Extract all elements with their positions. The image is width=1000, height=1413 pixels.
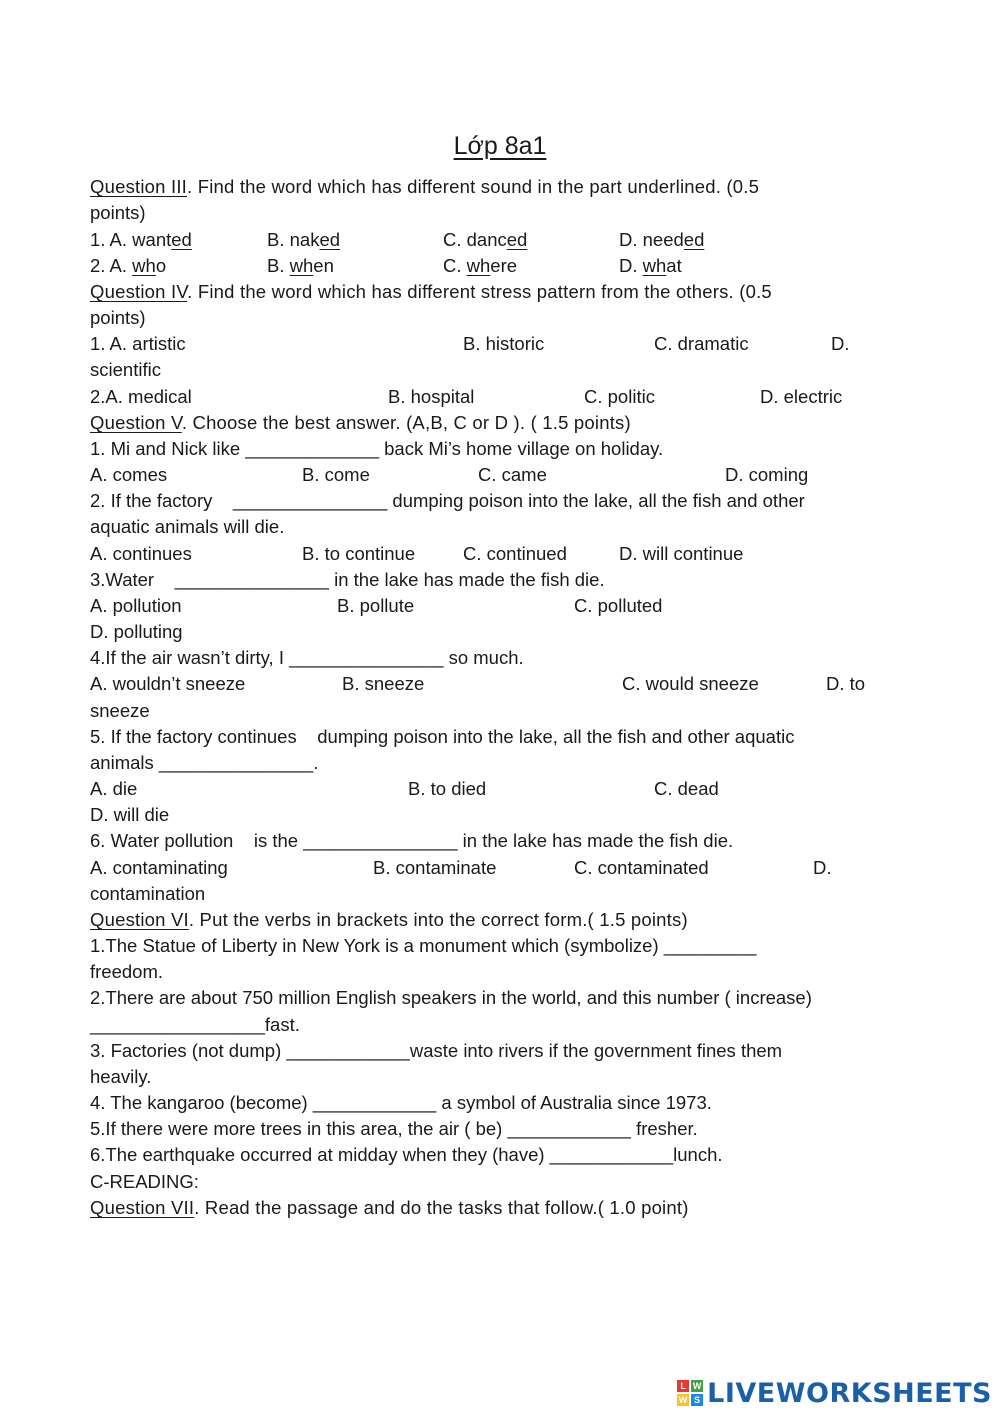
question-4-heading — [90, 279, 772, 305]
q5-item-3-option-c: C. polluted — [574, 595, 663, 616]
q5-item-2-cont: aquatic animals will die. — [90, 516, 285, 537]
q5-item-2-option-c: C. continued — [463, 543, 567, 564]
q5-item-6: 6. Water pollution is the _______________ in the lake has made the fish die. — [90, 830, 734, 851]
q5-item-1-option-b: B. come — [302, 464, 370, 485]
question-7-heading — [90, 1195, 689, 1221]
question-3-label: Question III — [90, 176, 188, 197]
q5-item-2-option-a: A. continues — [90, 543, 192, 564]
q3-r2-option-d: D. what — [619, 255, 682, 276]
q5-item-4-option-b: B. sneeze — [342, 673, 425, 694]
q5-item-4-option-d-cont: sneeze — [90, 700, 150, 721]
q3-r1-option-a: 1. A. wanted — [90, 229, 192, 250]
question-4-label: Question IV — [90, 281, 188, 302]
q6-line: 5.If there were more trees in this area, the air ( be) ____________ fresher. — [90, 1118, 698, 1139]
q6-line: freedom. — [90, 961, 164, 982]
q5-item-6-option-d-cont: contamination — [90, 883, 206, 904]
q4-r2-option-c: C. politic — [584, 386, 655, 407]
q5-item-3: 3.Water _______________ in the lake has made the fish die. — [90, 569, 605, 590]
question-4-heading-cont: points) — [90, 307, 146, 328]
q5-item-4-option-c: C. would sneeze — [622, 673, 759, 694]
q3-r2-option-a: 2. A. who — [90, 255, 167, 276]
q5-item-2-option-b: B. to continue — [302, 543, 416, 564]
q5-item-4: 4.If the air wasn’t dirty, I _______________ so much. — [90, 647, 524, 668]
q6-line: 3. Factories (not dump) ____________waste into rivers if the government fines them — [90, 1040, 783, 1061]
question-5-heading — [90, 410, 631, 436]
question-3-text: . Find the word which has different sound in the part underlined. (0.5 — [187, 176, 760, 197]
question-6-heading — [90, 907, 688, 933]
q5-item-1-option-d: D. coming — [725, 464, 809, 485]
q6-line: 6.The earthquake occurred at midday when they (have) ____________lunch. — [90, 1144, 723, 1165]
q3-r1-option-c: C. danced — [443, 229, 528, 250]
q5-item-3-option-b: B. pollute — [337, 595, 415, 616]
q3-r2-option-b: B. when — [267, 255, 334, 276]
q3-r1-option-d: D. needed — [619, 229, 705, 250]
q3-r2-option-c: C. where — [443, 255, 518, 276]
q5-item-1-option-a: A. comes — [90, 464, 168, 485]
q5-item-1: 1. Mi and Nick like _____________ back Mi’s home village on holiday. — [90, 438, 664, 459]
question-4-text: . Find the word which has different stress pattern from the others. (0.5 — [187, 281, 772, 302]
q5-item-5-option-a: A. die — [90, 778, 138, 799]
question-3-heading — [90, 174, 759, 200]
question-5-label: Question V — [90, 412, 182, 433]
q5-item-6-option-a: A. contaminating — [90, 857, 228, 878]
q4-r1-option-d: D. — [831, 333, 850, 354]
q5-item-6-option-d: D. — [813, 857, 832, 878]
q5-item-5-option-d: D. will die — [90, 804, 170, 825]
q4-r2-option-a: 2.A. medical — [90, 386, 192, 407]
q4-r2-option-b: B. hospital — [388, 386, 475, 407]
reading-section-heading: C-READING: — [90, 1171, 199, 1192]
q4-r2-option-d: D. electric — [760, 386, 843, 407]
q6-line: _________________fast. — [90, 1014, 300, 1035]
q6-line: 2.There are about 750 million English speakers in the world, and this number ( increase) — [90, 987, 812, 1008]
question-7-text: . Read the passage and do the tasks that follow.( 1.0 point) — [194, 1197, 689, 1218]
q5-item-6-option-c: C. contaminated — [574, 857, 709, 878]
q6-line: heavily. — [90, 1066, 152, 1087]
q4-r1-option-b: B. historic — [463, 333, 545, 354]
logo-mark-icon — [677, 1380, 703, 1406]
q4-r1-option-d-cont: scientific — [90, 359, 161, 380]
q5-item-5-option-b: B. to died — [408, 778, 487, 799]
q5-item-1-option-c: C. came — [478, 464, 547, 485]
q5-item-4-option-a: A. wouldn’t sneeze — [90, 673, 246, 694]
q5-item-6-option-b: B. contaminate — [373, 857, 497, 878]
q5-item-5-cont: animals _______________. — [90, 752, 319, 773]
logo-tile: S — [691, 1394, 703, 1406]
logo-tile: L — [677, 1380, 689, 1392]
q5-item-2: 2. If the factory _______________ dumping poison into the lake, all the fish and other — [90, 490, 805, 511]
q5-item-3-option-d: D. polluting — [90, 621, 183, 642]
question-6-text: . Put the verbs in brackets into the correct form.( 1.5 points) — [188, 909, 688, 930]
logo-tile: W — [678, 1395, 688, 1405]
q3-r1-option-b: B. naked — [267, 229, 341, 250]
liveworksheets-logo — [677, 1378, 992, 1408]
q5-item-2-option-d: D. will continue — [619, 543, 744, 564]
question-6-label: Question VI — [90, 909, 189, 930]
question-7-label: Question VII — [90, 1197, 195, 1218]
page-title: Lớp 8a1 — [453, 132, 547, 160]
q5-item-5: 5. If the factory continues dumping poison into the lake, all the fish and other aquatic — [90, 726, 795, 747]
question-5-text: . Choose the best answer. (A,B, C or D ). ( 1.5 points) — [181, 412, 631, 433]
q5-item-3-option-a: A. pollution — [90, 595, 182, 616]
logo-tile: W — [692, 1381, 702, 1391]
q5-item-4-option-d: D. to — [826, 673, 866, 694]
q4-r1-option-a: 1. A. artistic — [90, 333, 186, 354]
q4-r1-option-c: C. dramatic — [654, 333, 749, 354]
question-3-heading-cont: points) — [90, 202, 146, 223]
q6-line: 4. The kangaroo (become) ____________ a symbol of Australia since 1973. — [90, 1092, 712, 1113]
q5-item-5-option-c: C. dead — [654, 778, 719, 799]
logo-text: LIVEWORKSHEETS — [707, 1377, 992, 1409]
q6-line: 1.The Statue of Liberty in New York is a monument which (symbolize) _________ — [90, 935, 757, 956]
